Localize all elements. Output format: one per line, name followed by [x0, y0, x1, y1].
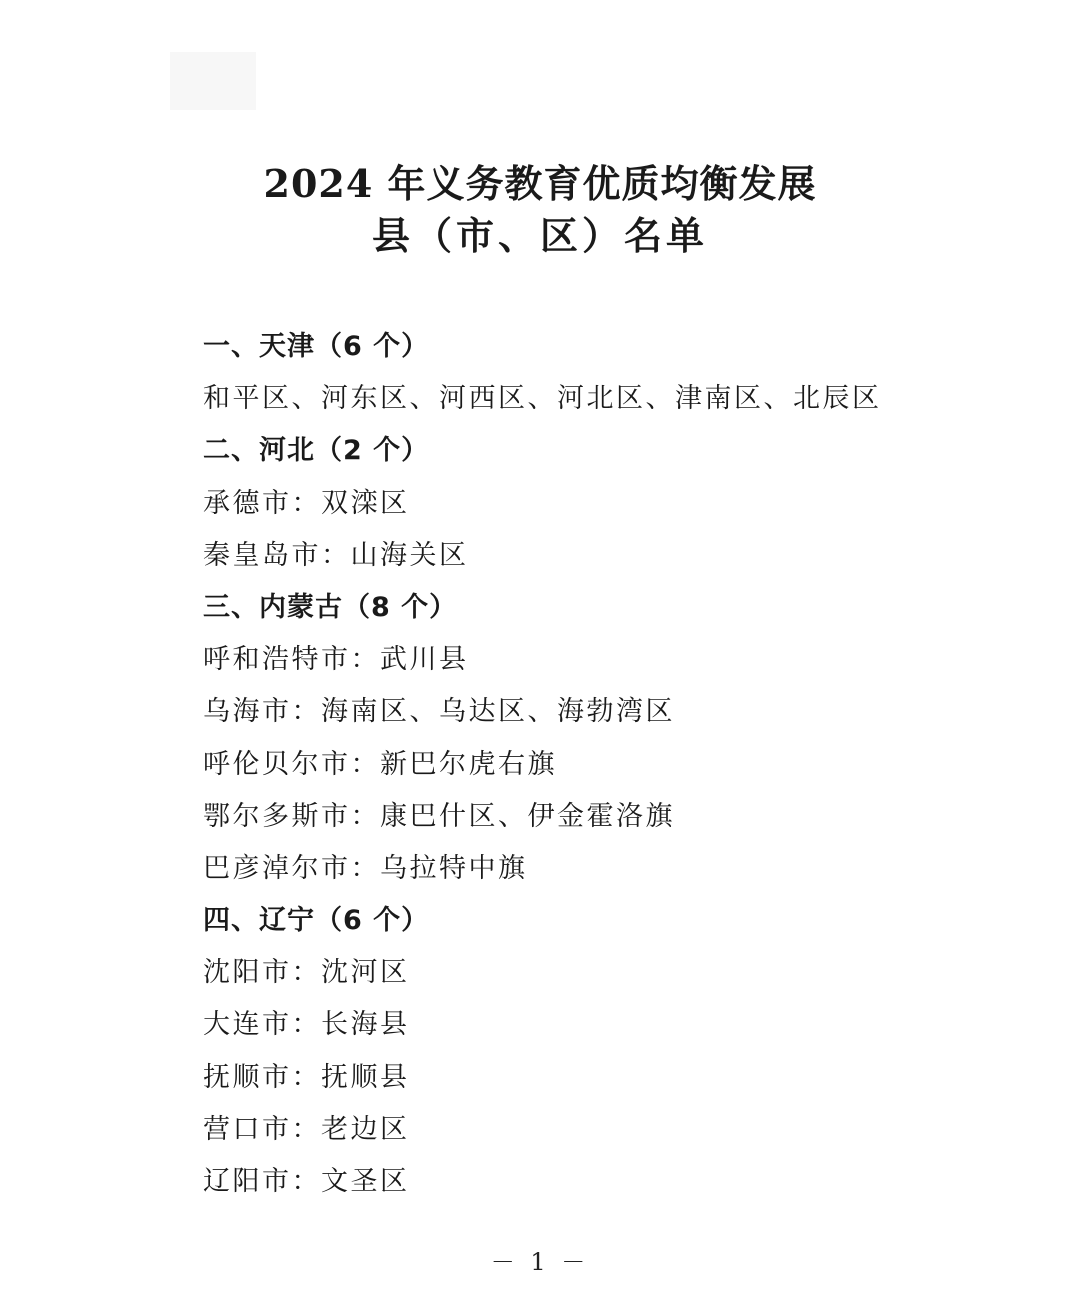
document-title-line-2: 县（市、区）名单: [371, 213, 708, 258]
list-item: 和平区、河东区、河西区、河北区、津南区、北辰区: [203, 383, 882, 415]
list-item: 沈阳市：沈河区: [203, 957, 410, 989]
list-item: 辽阳市：文圣区: [203, 1166, 410, 1197]
list-item: 呼伦贝尔市：新巴尔虎右旗: [203, 748, 557, 780]
list-item: 鄂尔多斯市：康巴什区、伊金霍洛旗: [203, 800, 675, 832]
list-item: 抚顺市：抚顺县: [203, 1061, 410, 1093]
list-item: 大连市：长海县: [203, 1009, 410, 1041]
document-body: [203, 327, 903, 1214]
section-heading-hebei: 二、河北（2 个）: [203, 435, 430, 467]
section-heading-tianjin: 一、天津（6 个）: [203, 331, 430, 362]
list-item: 营口市：老边区: [203, 1113, 410, 1145]
list-item: 乌海市：海南区、乌达区、海勃湾区: [203, 696, 675, 728]
document-title-line-1: 2024 年义务教育优质均衡发展: [263, 161, 817, 206]
list-item: 承德市：双滦区: [203, 487, 410, 519]
scan-mark: [170, 52, 256, 110]
list-item: 巴彦淖尔市：乌拉特中旗: [203, 852, 528, 884]
list-item: 秦皇岛市：山海关区: [203, 539, 469, 571]
section-heading-neimenggu: 三、内蒙古（8 个）: [203, 591, 458, 623]
section-heading-liaoning: 四、辽宁（6 个）: [203, 905, 430, 937]
page-number: － 1 －: [490, 1248, 590, 1276]
list-item: 呼和浩特市：武川县: [203, 644, 469, 676]
